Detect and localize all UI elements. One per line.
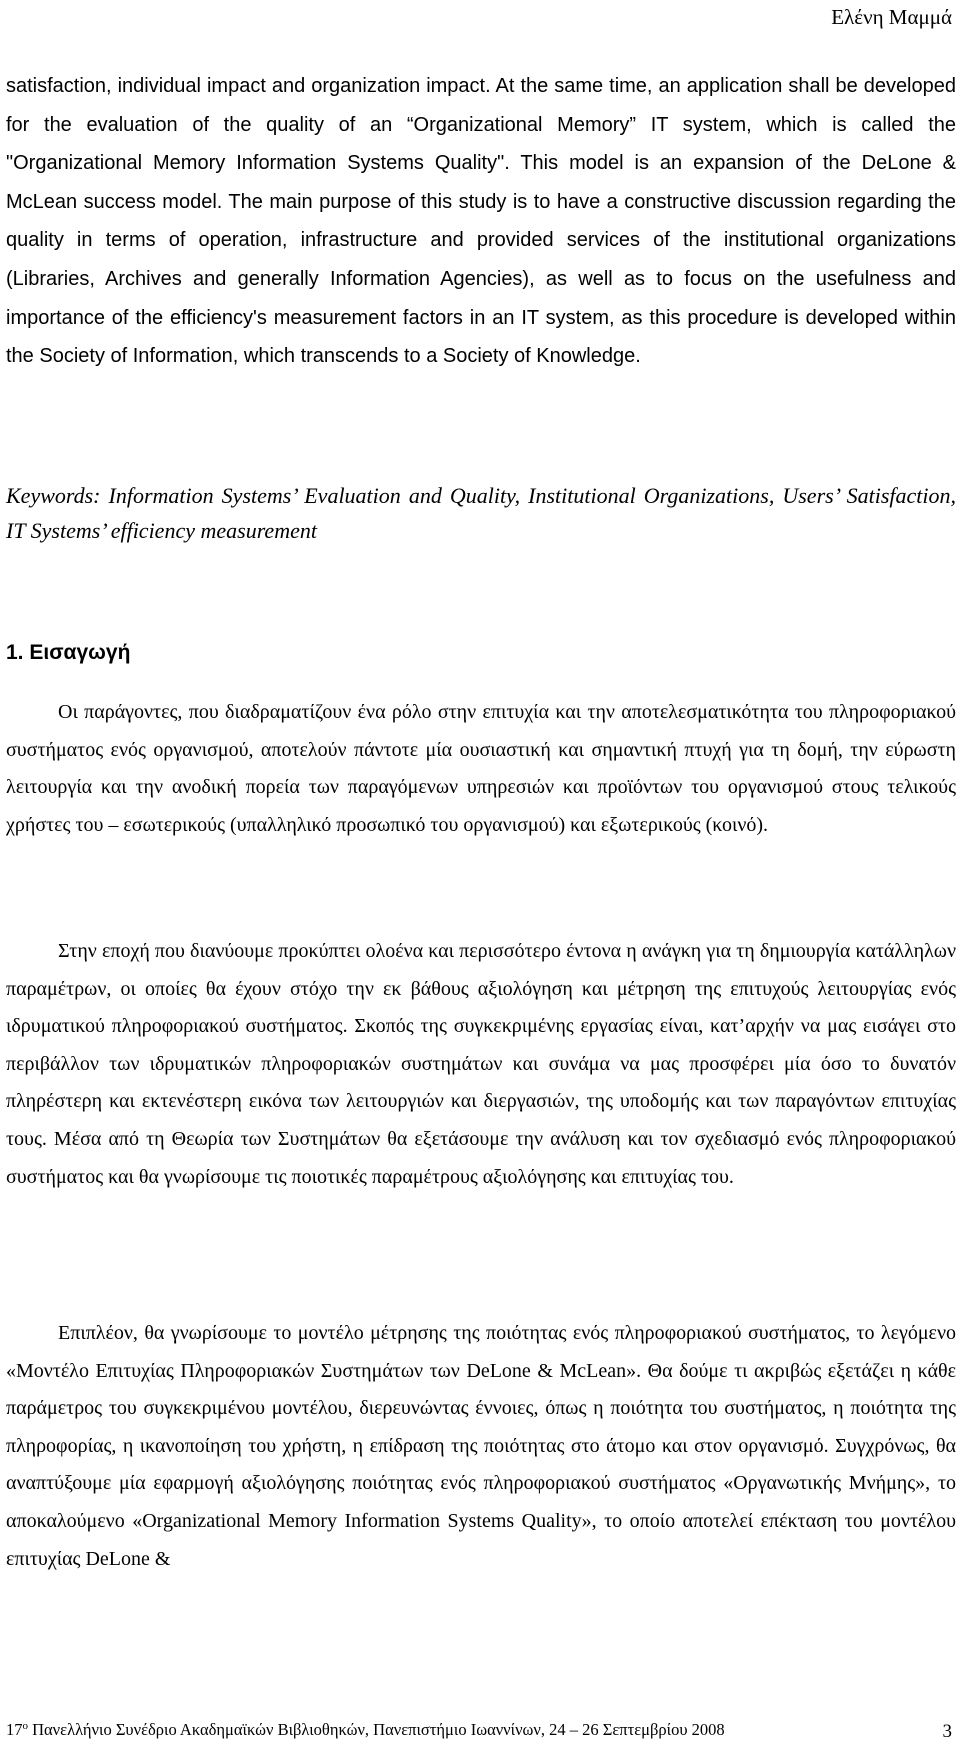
intro-paragraph-2 bbox=[6, 933, 956, 1196]
paragraph-text: Στην εποχή που διανύουμε προκύπτει ολοένα και περισσότερο έντονα η ανάγκη για τη δημιουργία κατάλληλων παραμέτρων, οι οποίες θα έχουν στόχο την εκ βάθους αξιολόγηση και μέτρηση της επιτυχούς λειτουργίας ενός ιδρυματικού πληροφοριακού συστήματος. Σκοπός της συγκεκριμένης εργασίας είναι, κατ’αρχήν να μας εισάγει στο περιβάλλον των ιδρυματικών πληροφοριακών συστημάτων και συνάμα να μας προσφέρει μία όσο το δυνατόν πληρέστερη και εκτενέστερη εικόνα των λειτουργιών και διεργασιών, της υποδομής και των παραγόντων επιτυχίας τους. Μέσα από τη Θεωρία των Συστημάτων θα εξετάσουμε την ανάλυση και τον σχεδιασμό ενός πληροφοριακού συστήματος και θα γνωρίσουμε τις ποιοτικές παραμέτρους αξιολόγησης και επιτυχίας του. bbox=[6, 940, 956, 1188]
intro-paragraph-3 bbox=[6, 1315, 956, 1578]
paragraph-text: Επιπλέον, θα γνωρίσουμε το μοντέλο μέτρησης της ποιότητας ενός πληροφοριακού συστήματος, το λεγόμενο «Μοντέλο Επιτυχίας Πληροφοριακών Συστημάτων των DeLone & McLean». Θα δούμε τι ακριβώς εξετάζει η κάθε παράμετρος του συγκεκριμένου μοντέλου, διερευνώντας έννοιες, όπως η ποιότητα του συστήματος, η ποιότητα της πληροφορίας, η ικανοποίηση του χρήστη, η επίδραση της ποιότητας στο άτομο και στον οργανισμό. Συγχρόνως, θα αναπτύξουμε μία εφαρμογή αξιολόγησης ποιότητας ενός πληροφοριακού συστήματος «Οργανωτικής Μνήμης», το αποκαλούμενο «Organizational Memory Information Systems Quality», το οποίο αποτελεί επέκταση του μοντέλου επιτυχίας DeLone & bbox=[6, 1322, 956, 1570]
section-heading: 1. Εισαγωγή bbox=[6, 641, 131, 664]
footer-ordinal: 17 bbox=[6, 1720, 23, 1739]
footer-conference-text: Πανελλήνιο Συνέδριο Ακαδημαϊκών Βιβλιοθηκών, Πανεπιστήμιο Ιωαννίνων, 24 – 26 Σεπτεμβρίου 2008 bbox=[28, 1720, 725, 1739]
keywords: Keywords: Information Systems’ Evaluation and Quality, Institutional Organizations, Users’ Satisfaction, IT Systems’ efficiency measurement bbox=[6, 483, 956, 543]
footer-ordinal-suffix: ο bbox=[22, 1720, 28, 1732]
page-footer bbox=[6, 1714, 906, 1742]
abstract-text: satisfaction, individual impact and organization impact. At the same time, an application shall be developed for the evaluation of the quality of an “Organizational Memory” IT system, which is called the "Organizational Memory Information Systems Quality". This model is an expansion of the DeLone & McLean success model. The main purpose of this study is to have a constructive discussion regarding the quality in terms of operation, infrastructure and provided services of the institutional organizations (Libraries, Archives and generally Information Agencies), as well as to focus on the usefulness and importance of the efficiency's measurement factors in an IT system, as this procedure is developed within the Society of Information, which transcends to a Society of Knowledge. bbox=[6, 75, 956, 368]
running-header-author: Ελένη Μαμμά bbox=[831, 5, 952, 29]
intro-paragraph-1 bbox=[6, 694, 956, 844]
paragraph-text: Οι παράγοντες, που διαδραματίζουν ένα ρόλο στην επιτυχία και την αποτελεσματικότητα του πληροφοριακού συστήματος ενός οργανισμού, αποτελούν πάντοτε μία ουσιαστική και σημαντική πτυχή για τη δομή, την εύρωστη λειτουργία και την ανοδική πορεία των παραγόμενων υπηρεσιών και προϊόντων του οργανισμού στους τελικούς χρήστες του – εσωτερικούς (υπαλληλικό προσωπικό του οργανισμού) και εξωτερικούς (κοινό). bbox=[6, 701, 956, 836]
page-number: 3 bbox=[942, 1721, 952, 1742]
